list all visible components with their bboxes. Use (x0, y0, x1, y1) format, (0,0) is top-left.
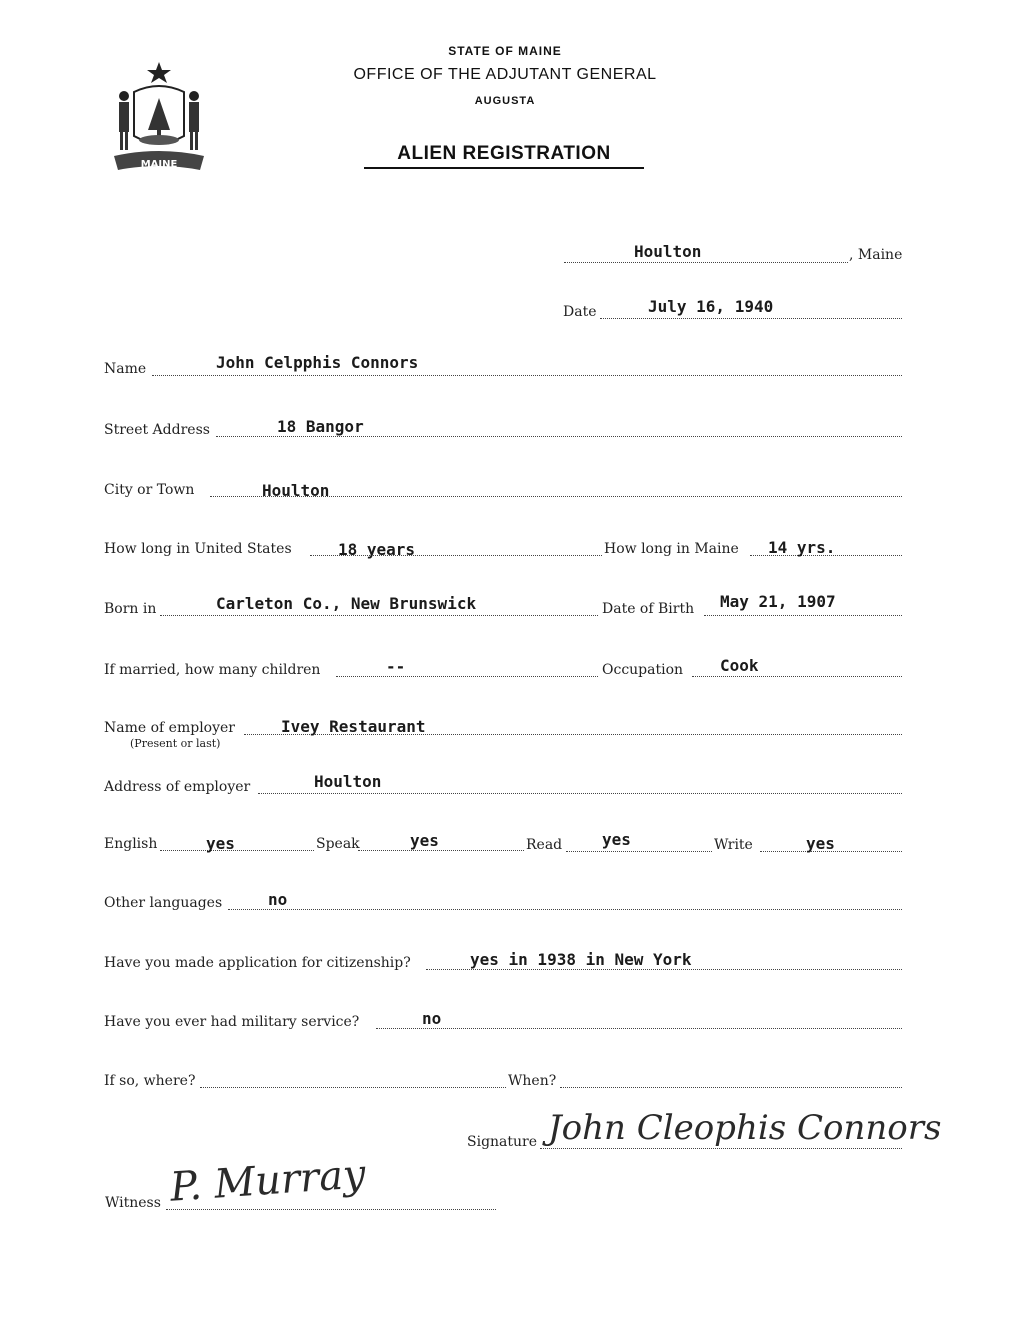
occupation-label: Occupation (602, 662, 684, 678)
born-value: Carleton Co., New Brunswick (216, 594, 477, 613)
read-value: yes (602, 830, 631, 849)
military-value: no (422, 1009, 442, 1028)
military-line (376, 1028, 902, 1029)
children-line (336, 676, 598, 677)
witness-line (166, 1209, 496, 1210)
us-time-value: 18 years (338, 540, 416, 559)
speak-value: yes (410, 831, 439, 850)
city-label: City or Town (104, 482, 195, 498)
header-city: AUGUSTA (474, 95, 536, 107)
employer-address-value: Houlton (314, 772, 382, 791)
born-line (160, 615, 598, 616)
maine-state-seal-icon (104, 58, 214, 183)
citizenship-line (426, 969, 902, 970)
military-label: Have you ever had military service? (104, 1014, 360, 1030)
us-time-label: How long in United States (104, 541, 292, 557)
citizenship-value: yes in 1938 in New York (470, 950, 692, 969)
signature-label: Signature (467, 1134, 538, 1150)
page-title: ALIEN REGISTRATION (364, 143, 644, 169)
other-languages-value: no (268, 890, 288, 909)
english-line (160, 850, 314, 851)
date-label: Date (563, 304, 597, 320)
street-label: Street Address (104, 422, 210, 438)
other-languages-line (228, 909, 902, 910)
employer-address-line (258, 793, 902, 794)
read-label: Read (526, 837, 563, 853)
date-value: July 16, 1940 (648, 297, 774, 316)
speak-label: Speak (316, 836, 360, 852)
write-label: Write (714, 837, 753, 853)
other-languages-label: Other languages (104, 895, 223, 911)
citizenship-label: Have you made application for citizenship? (104, 955, 411, 971)
employer-value: Ivey Restaurant (281, 717, 426, 736)
when-line (560, 1087, 902, 1088)
seal-ribbon-text: MAINE (140, 159, 178, 170)
children-label: If married, how many children (104, 662, 321, 678)
read-line (566, 851, 712, 852)
employer-address-label: Address of employer (104, 779, 251, 795)
header-office: OFFICE OF THE ADJUTANT GENERAL (353, 66, 657, 83)
street-line (216, 436, 902, 437)
where-line (200, 1087, 506, 1088)
when-label: When? (508, 1073, 557, 1089)
name-line (152, 375, 902, 376)
date-line (600, 318, 902, 319)
english-label: English (104, 836, 158, 852)
where-label: If so, where? (104, 1073, 196, 1089)
born-label: Born in (104, 601, 157, 617)
name-label: Name (104, 361, 147, 377)
city-value: Houlton (262, 481, 330, 500)
occupation-value: Cook (720, 656, 759, 675)
children-value: -- (386, 657, 406, 676)
signature-value: John Cleophis Connors (548, 1108, 942, 1148)
dob-label: Date of Birth (602, 601, 695, 617)
maine-time-value: 14 yrs. (768, 538, 836, 557)
employer-sublabel: (Present or last) (130, 737, 221, 750)
signature-line (540, 1148, 902, 1149)
name-value: John Celpphis Connors (216, 353, 419, 372)
english-value: yes (206, 834, 235, 853)
witness-label: Witness (105, 1195, 161, 1211)
place-suffix: , Maine (849, 247, 903, 263)
employer-label: Name of employer (104, 720, 235, 736)
header-state: STATE OF MAINE (448, 44, 562, 58)
write-value: yes (806, 834, 835, 853)
dob-line (704, 615, 902, 616)
place-line (564, 262, 848, 263)
street-value: 18 Bangor (277, 417, 364, 436)
place-value: Houlton (634, 242, 702, 261)
speak-line (358, 850, 524, 851)
witness-value: P. Murray (168, 1151, 368, 1211)
maine-time-label: How long in Maine (604, 541, 739, 557)
occupation-line (692, 676, 902, 677)
dob-value: May 21, 1907 (720, 592, 836, 611)
